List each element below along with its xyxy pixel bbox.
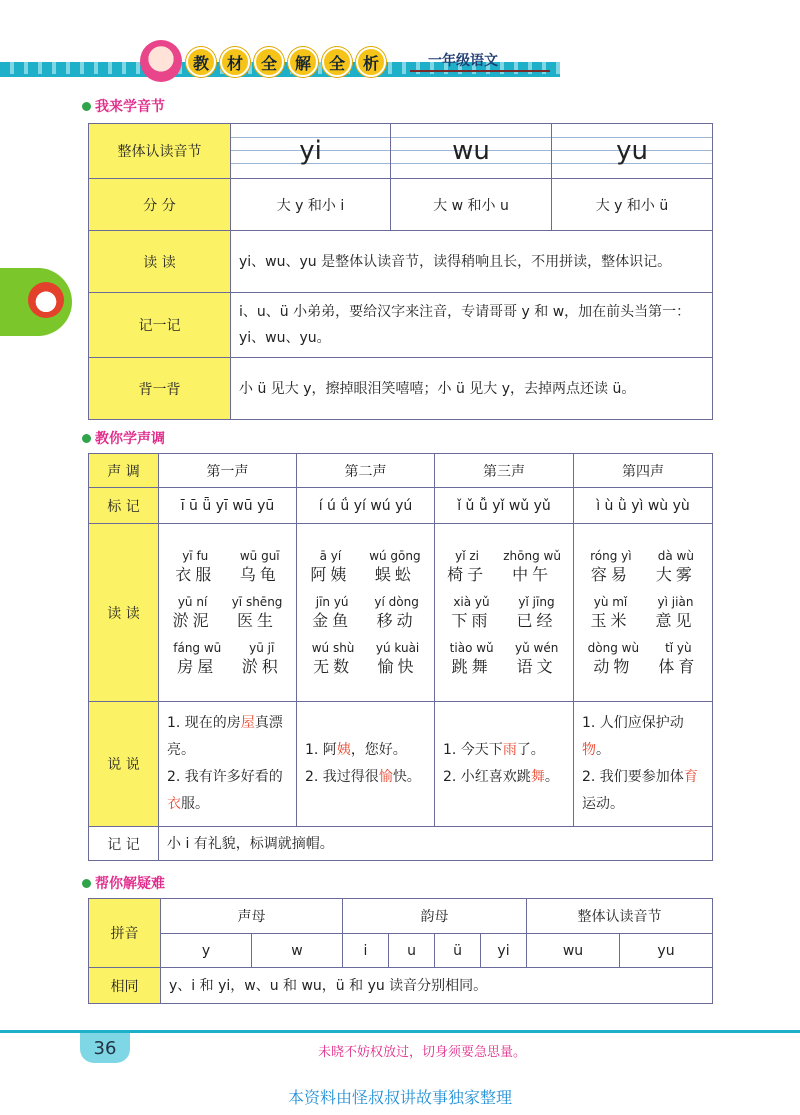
group-header: 整体认读音节	[527, 899, 713, 934]
sentence-line	[582, 710, 704, 764]
word-pinyin: tiào wǔ	[449, 640, 494, 655]
syllable-cell: yi	[231, 124, 391, 179]
sentence-text: 服。	[181, 796, 209, 812]
sentence-text: 。	[544, 769, 559, 785]
tone-name: 第四声	[574, 454, 713, 488]
section-title-text: 我来学音节	[95, 99, 165, 115]
word-pinyin: zhōng wǔ	[503, 548, 561, 563]
word	[588, 640, 639, 678]
word	[503, 548, 561, 586]
sentence-text: 2. 我们要参加体	[582, 769, 684, 785]
word-hanzi: 下雨	[451, 610, 492, 630]
word	[175, 548, 215, 586]
highlight-char: 衣	[167, 796, 181, 812]
letter-cell: y	[161, 934, 252, 968]
word-pinyin: jīn yú	[315, 594, 349, 609]
word-hanzi: 淤积	[241, 656, 282, 676]
word-hanzi: 容易	[590, 564, 631, 584]
word-pair-row	[163, 594, 292, 632]
tone-name: 第三声	[435, 454, 574, 488]
section-title-1	[82, 96, 165, 116]
reading-cell	[159, 524, 297, 702]
header-char: 教	[186, 47, 216, 77]
sentence-line	[582, 764, 704, 818]
letter-cell: i	[343, 934, 389, 968]
tone-jiji-text: 小 i 有礼貌，标调就摘帽。	[159, 827, 713, 861]
word-pinyin: tǐ yù	[665, 640, 692, 655]
word-hanzi: 动物	[593, 656, 634, 676]
word	[450, 640, 494, 678]
syllable-cell: yu	[552, 124, 713, 179]
sentence-text: 2. 小红喜欢跳	[443, 769, 531, 785]
tone-name: 第一声	[159, 454, 297, 488]
word-pair-row	[578, 594, 708, 632]
sentence-text: ，您好。	[350, 742, 407, 758]
sentence-text: 2. 我过得很	[305, 769, 379, 785]
header-char: 材	[220, 47, 250, 77]
tone-mark: í ú ǘ yí wú yú	[297, 488, 435, 524]
word-pinyin: yī fu	[182, 548, 209, 563]
word	[451, 594, 491, 632]
row-label: 分 分	[89, 179, 231, 231]
word-hanzi: 蜈蚣	[374, 564, 415, 584]
sentence-text: 。	[596, 742, 610, 758]
word	[240, 548, 280, 586]
word-pinyin: yì jiàn	[657, 594, 694, 609]
header-title	[186, 47, 386, 77]
word	[447, 548, 487, 586]
word-pinyin: róng yì	[590, 548, 632, 563]
word	[369, 548, 420, 586]
word-hanzi: 椅子	[447, 564, 488, 584]
tone-table	[88, 453, 713, 861]
tone-mark: ì ù ǜ yì wù yù	[574, 488, 713, 524]
word-pinyin: ā yí	[319, 548, 342, 563]
header-char: 全	[322, 47, 352, 77]
word-hanzi: 已经	[516, 610, 557, 630]
word-pair-row	[578, 640, 708, 678]
row-label: 整体认读音节	[89, 124, 231, 179]
word-hanzi: 跳舞	[451, 656, 492, 676]
word-pinyin: wú gōng	[369, 548, 421, 563]
word-pair-row	[439, 548, 569, 586]
word-pair-row	[301, 640, 430, 678]
sentence-text: 快。	[392, 769, 421, 785]
sentence-text: 2. 我有许多好看的	[167, 769, 283, 785]
bullet-icon	[82, 879, 91, 888]
header-char: 全	[254, 47, 284, 77]
header-underline	[410, 70, 550, 72]
word-hanzi: 房屋	[177, 656, 218, 676]
word-hanzi: 金鱼	[312, 610, 353, 630]
sentence-cell	[297, 702, 435, 827]
jiji-text: i、u、ü 小弟弟，要给汉字来注音，专请哥哥 y 和 w，加在前头当第一：yi、wu、yu。	[231, 293, 713, 358]
word	[312, 594, 352, 632]
word-hanzi: 阿姨	[310, 564, 351, 584]
row-label: 记一记	[89, 293, 231, 358]
word-pinyin: yī shēng	[231, 594, 283, 609]
dudu-text: yi、wu、yu 是整体认读音节，读得稍响且长，不用拼读，整体识记。	[231, 231, 713, 293]
beibei-text: 小 ü 见大 y，擦掉眼泪笑嘻嘻；小 ü 见大 y，去掉两点还读 ü。	[231, 358, 713, 420]
letter-cell: w	[252, 934, 343, 968]
word-hanzi: 体育	[658, 656, 699, 676]
row-label: 声 调	[89, 454, 159, 488]
word	[242, 640, 282, 678]
syllable-table	[88, 123, 713, 420]
section-title-3	[82, 873, 165, 893]
word-hanzi: 淤泥	[172, 610, 213, 630]
letter-cell: yu	[620, 934, 713, 968]
sentence-line	[443, 737, 565, 764]
syllable-cell: wu	[391, 124, 552, 179]
word-pair-row	[439, 594, 569, 632]
fenfen-cell: 大 w 和小 u	[391, 179, 552, 231]
group-header: 声母	[161, 899, 343, 934]
letter-cell: wu	[527, 934, 620, 968]
word	[590, 548, 631, 586]
highlight-char: 舞	[530, 769, 545, 785]
word	[658, 640, 698, 678]
word-pair-row	[163, 548, 292, 586]
tone-mark: ǐ ǔ ǚ yǐ wǔ yǔ	[435, 488, 574, 524]
sentence-text: 真漂亮。	[167, 715, 283, 758]
word-pinyin: yú kuài	[375, 640, 420, 655]
sentence-cell	[435, 702, 574, 827]
row-label: 拼音	[89, 899, 161, 968]
group-header: 韵母	[343, 899, 527, 934]
row-label: 标 记	[89, 488, 159, 524]
row-label: 读 读	[89, 524, 159, 702]
word-pinyin: yǔ wén	[514, 640, 559, 655]
word	[656, 548, 696, 586]
sentence-line	[167, 710, 288, 764]
sentence-text: 运动。	[582, 796, 624, 812]
footer-credit: 本资料由怪叔叔讲故事独家整理	[287, 1088, 512, 1107]
sentence-text: 1. 现在的房	[167, 715, 241, 731]
word-pair-row	[301, 594, 430, 632]
word-hanzi: 玉米	[590, 610, 631, 630]
word-hanzi: 无数	[313, 656, 354, 676]
row-label: 说 说	[89, 702, 159, 827]
word	[312, 640, 355, 678]
sentence-line	[167, 764, 288, 818]
row-label: 背一背	[89, 358, 231, 420]
word-pinyin: dà wù	[657, 548, 694, 563]
sentence-text: 1. 今天下	[443, 742, 503, 758]
highlight-char: 育	[683, 769, 698, 785]
reading-cell	[297, 524, 435, 702]
word	[516, 594, 556, 632]
fox-face-icon	[28, 282, 64, 318]
highlight-char: 雨	[502, 742, 517, 758]
sentence-cell	[159, 702, 297, 827]
footer-motto: 未晓不妨权放过，切身须要急思量。	[318, 1045, 527, 1060]
word-hanzi: 中午	[512, 564, 553, 584]
word	[376, 640, 419, 678]
sentence-cell	[574, 702, 713, 827]
word-pinyin: dòng wù	[587, 640, 640, 655]
reading-cell	[435, 524, 574, 702]
mascot-girl-icon	[140, 40, 182, 82]
header-char: 析	[356, 47, 386, 77]
sentence-line	[305, 764, 426, 791]
letter-cell: ü	[435, 934, 481, 968]
word-pinyin: yí dòng	[374, 594, 419, 609]
highlight-char: 屋	[240, 715, 255, 731]
word-hanzi: 医生	[237, 610, 278, 630]
same-text: y、i 和 yi，w、u 和 wu，ü 和 yu 读音分别相同。	[161, 968, 713, 1004]
word-pair-row	[163, 640, 292, 678]
sentence-text: 1. 阿	[305, 742, 337, 758]
word-pinyin: xià yǔ	[453, 594, 490, 609]
word-hanzi: 大雾	[655, 564, 696, 584]
section-title-2	[82, 428, 165, 448]
word-pinyin: yū jī	[249, 640, 275, 655]
highlight-char: 愉	[378, 769, 393, 785]
row-label: 读 读	[89, 231, 231, 293]
header-char: 解	[288, 47, 318, 77]
word	[374, 594, 418, 632]
highlight-char: 姨	[336, 742, 351, 758]
word-hanzi: 乌龟	[239, 564, 280, 584]
bullet-icon	[82, 434, 91, 443]
sentence-line	[305, 737, 426, 764]
word-hanzi: 语文	[516, 656, 557, 676]
row-label: 相同	[89, 968, 161, 1004]
word-pinyin: yù mǐ	[593, 594, 628, 609]
page-header	[0, 40, 800, 90]
word-pinyin: wú shù	[311, 640, 355, 655]
tone-name: 第二声	[297, 454, 435, 488]
word-pair-row	[301, 548, 430, 586]
difficulty-table	[88, 898, 713, 1004]
word-hanzi: 愉快	[377, 656, 418, 676]
word-pair-row	[578, 548, 708, 586]
page-number: 36	[80, 1033, 130, 1063]
word-hanzi: 衣服	[175, 564, 216, 584]
word-pinyin: fáng wū	[173, 640, 222, 655]
word	[232, 594, 283, 632]
sentence-text: 了。	[516, 742, 545, 758]
word	[173, 640, 221, 678]
fenfen-cell: 大 y 和小 i	[231, 179, 391, 231]
word	[310, 548, 350, 586]
row-label: 记 记	[89, 827, 159, 861]
word-hanzi: 意见	[655, 610, 696, 630]
header-grade: 一年级语文	[428, 53, 498, 69]
word-pinyin: yǐ zi	[455, 548, 480, 563]
tone-mark: ī ū ǖ yī wū yū	[159, 488, 297, 524]
highlight-char: 物	[582, 742, 596, 758]
section-title-text: 帮你解疑难	[95, 876, 165, 892]
word	[655, 594, 695, 632]
section-title-text: 教你学声调	[95, 431, 165, 447]
reading-cell	[574, 524, 713, 702]
word-hanzi: 移动	[376, 610, 417, 630]
word-pinyin: yū ní	[177, 594, 208, 609]
word-pinyin: wū guī	[239, 548, 280, 563]
word	[590, 594, 630, 632]
sentence-line	[443, 764, 565, 791]
word-pair-row	[439, 640, 569, 678]
word-pinyin: yǐ jīng	[518, 594, 555, 609]
sentence-text: 1. 人们应保护动	[582, 715, 684, 731]
word	[173, 594, 213, 632]
letter-cell: yi	[481, 934, 527, 968]
word	[515, 640, 558, 678]
letter-cell: u	[389, 934, 435, 968]
bullet-icon	[82, 102, 91, 111]
fenfen-cell: 大 y 和小 ü	[552, 179, 713, 231]
